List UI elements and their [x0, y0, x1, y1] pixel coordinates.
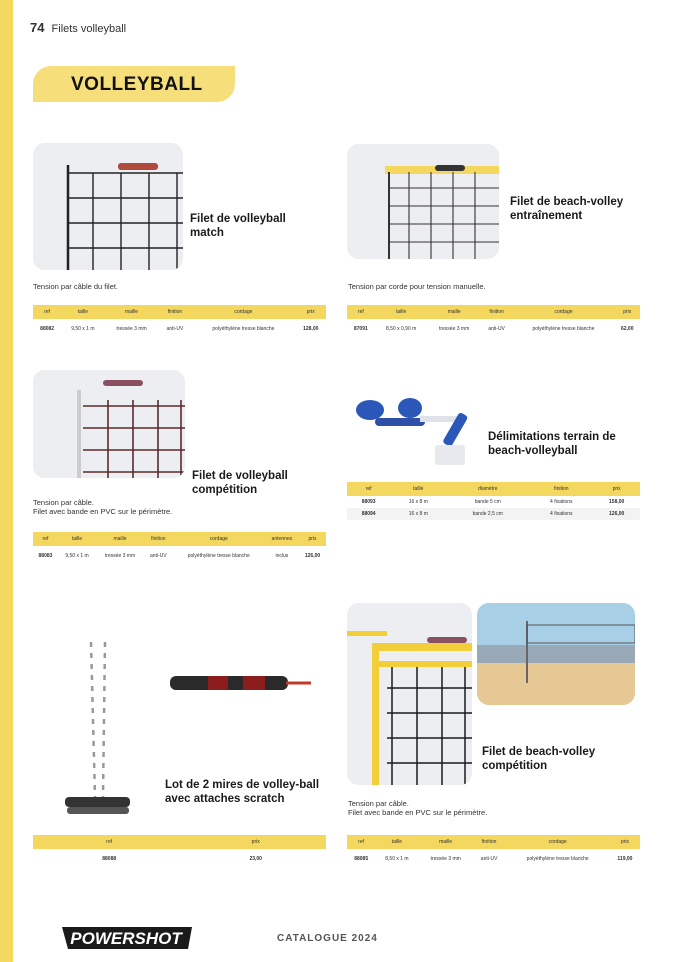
page-header [30, 20, 126, 35]
brand-text: POWERSHOT [70, 929, 182, 948]
beach-illustration [477, 603, 635, 705]
table-row: 88088 23,00 [33, 849, 326, 869]
table-row: 88094 16 x 8 m bande 2,5 cm 4 fixations 126,00 [347, 508, 640, 520]
beach-training-net-photo [347, 144, 499, 259]
court-lines-table: ref taille diamètre finition prix 88093 16 x 8 m bande 5 cm 4 fixations 158,00 88094 16 x 8 m bande 2,5 cm 4 fixations 126,00 [347, 482, 640, 520]
table-row: 88093 16 x 8 m bande 5 cm 4 fixations 158,00 [347, 496, 640, 508]
antenna-strap-photo [168, 670, 313, 698]
beach-training-net-table: ref taille maille finition cordage prix 87091 8,50 x 0,90 m tressée 3 mm anti-UV polyéthylène tresse blanche 62,00 [347, 305, 640, 339]
net-illustration [33, 143, 183, 270]
match-net-title: Filet de volleyball match [190, 213, 286, 239]
beach-competition-net-table: ref taille maille finition cordage prix 88085 8,50 x 1 m tressée 3 mm anti-UV polyéthylène tresse blanche 119,00 [347, 835, 640, 869]
net-illustration [347, 144, 499, 259]
match-net-table: ref taille maille finition cordage prix 88082 9,50 x 1 m tressée 3 mm anti-UV polyéthylène tresse blanche 128,00 [33, 305, 326, 339]
strap-illustration [168, 670, 313, 698]
category-banner [33, 66, 235, 102]
competition-net-photo [33, 370, 185, 478]
beach-competition-net-title: Filet de beach-volley compétition [482, 746, 596, 772]
competition-net-table: ref taille maille finition cordage antennes prix 88083 9,50 x 1 m tressée 3 mm anti-UV polyéthylène tresse blanche inclus 126,00 [33, 532, 326, 566]
table-row: 88083 9,50 x 1 m tressée 3 mm anti-UV polyéthylène tresse blanche inclus 126,00 [33, 546, 326, 566]
antennas-photo [55, 632, 140, 822]
section-title: Filets volleyball [51, 23, 127, 35]
catalogue-label: CATALOGUE 2024 [277, 933, 378, 944]
page-edge-stripe [0, 0, 13, 962]
beach-scene-photo [477, 603, 635, 705]
court-lines-photo [350, 390, 475, 470]
powershot-logo [60, 925, 192, 951]
beach-competition-net-photo [347, 603, 472, 785]
table-row: 88082 9,50 x 1 m tressée 3 mm anti-UV polyéthylène tresse blanche 128,00 [33, 319, 326, 339]
competition-net-note: Tension par câble. Filet avec bande en PVC sur le périmètre. [33, 498, 173, 516]
net-illustration [33, 370, 185, 478]
beach-competition-net-note: Tension par câble. Filet avec bande en PVC sur le périmètre. [348, 799, 488, 817]
net-illustration [347, 603, 472, 785]
antennas-illustration [55, 632, 140, 822]
category-title: VOLLEYBALL [71, 74, 203, 95]
beach-training-net-title: Filet de beach-volley entraînement [510, 196, 624, 222]
court-lines-title: Délimitations terrain de beach-volleyball [488, 431, 616, 457]
table-row: 87091 8,50 x 0,90 m tressée 3 mm anti-UV polyéthylène tresse blanche 62,00 [347, 319, 640, 339]
antennas-table: ref prix 88088 23,00 [33, 835, 326, 869]
competition-net-title: Filet de volleyball compétition [192, 470, 288, 496]
table-row: 88085 8,50 x 1 m tressée 3 mm anti-UV polyéthylène tresse blanche 119,00 [347, 849, 640, 869]
beach-training-net-note: Tension par corde pour tension manuelle. [348, 282, 486, 291]
match-net-note: Tension par câble du filet. [33, 282, 119, 291]
page-number: 74 [30, 20, 45, 35]
antennas-title: Lot de 2 mires de volley-ball avec attaches scratch [165, 779, 320, 805]
court-lines-illustration [350, 390, 475, 470]
match-net-photo [33, 143, 183, 270]
